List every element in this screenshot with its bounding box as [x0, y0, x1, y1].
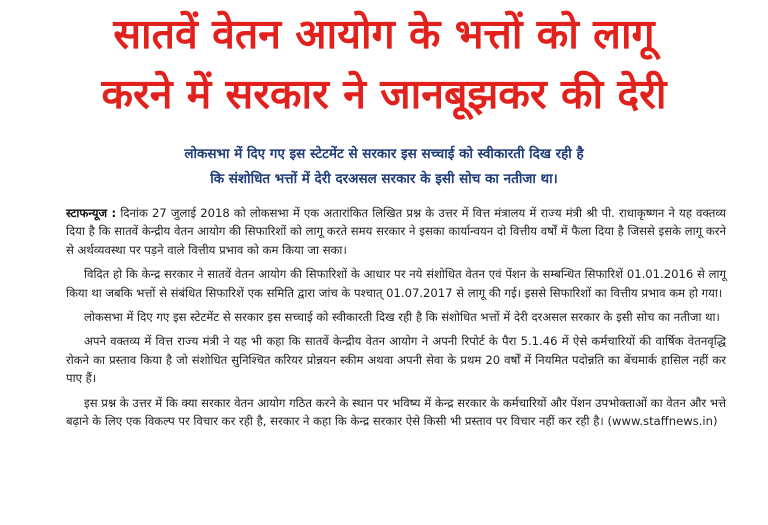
article-paragraph-4: अपने वक्तव्य में वित्त राज्य मंत्री ने यह भी कहा कि सातवें केन्द्रीय वेतन आयोग ने अपनी रिपोर्ट के पैरा 5.1.46 में ऐसे कर्मचारियों की वार्षिक वेतनवृद्धि रोकने का प्रस्ताव किया है जो संशोधित सुनिश्चित करियर प्रोन्नयन स्कीम अथवा अपनी सेवा के प्रथम 20 वर्षों में नियमित पदोन्नति का बेंचमार्क हासिल नहीं कर पाए हैं।	[66, 334, 726, 386]
dateline: स्टाफन्यूज :	[66, 206, 117, 220]
subheadline-line-2: कि संशोधित भत्तों में देरी दरअसल सरकार के इसी सोच का नतीजा था।	[210, 171, 558, 187]
headline-line-1: सातवें वेतन आयोग के भत्तों को लागू	[113, 10, 655, 58]
subheadline	[20, 142, 748, 192]
headline-line-2: करने में सरकार ने जानबूझकर की देरी	[101, 70, 667, 118]
paragraph-1-text: दिनांक 27 जुलाई 2018 को लोकसभा में एक अतारांकित लिखित प्रश्न के उत्तर में वित्त मंत्रालय में राज्य मंत्री श्री पी. राधाकृष्णन ने यह वक्तव्य दिया है कि सातवें केन्द्रीय वेतन आयोग की सिफारिशों को लागू करते समय सरकार ने इसका कार्यान्वयन दो वित्तीय वर्षों में फैला दिया है जिससे इसके लागू करने से अर्थव्यवस्था पर पड़ने वाले वित्तीय प्रभाव को कम किया जा सका।	[66, 206, 727, 257]
article-paragraph-1	[66, 204, 726, 259]
subheadline-line-1: लोकसभा में दिए गए इस स्टेटमेंट से सरकार इस सच्चाई को स्वीकारती दिख रही है	[184, 146, 584, 162]
article-paragraph-2: विदित हो कि केन्द्र सरकार ने सातवें वेतन आयोग की सिफारिशों के आधार पर नये संशोधित वेतन एवं पेंशन के सम्बन्धित सिफारिशें 01.01.2016 से लागू किया था जबकि भत्तों से संबंधित सिफारिशें एक समिति द्वारा जांच के पश्चात् 01.07.2017 से लागू की गई। इससे सिफारिशों का वित्तीय प्रभाव कम हो गया।	[66, 267, 726, 300]
article-paragraph-5: इस प्रश्न के उत्तर में कि क्या सरकार वेतन आयोग गठित करने के स्थान पर भविष्य में केन्द्र सरकार के कर्मचारियों और पेंशन उपभोक्ताओं का वेतन और भत्ते बढ़ाने के लिए एक विकल्प पर विचार कर रही है, सरकार ने कहा कि केन्द्र सरकार ऐसे किसी भी प्रस्ताव पर विचार नहीं कर रही है। (www.staffnews.in)	[66, 395, 726, 429]
article-body	[66, 204, 726, 436]
article-paragraph-3: लोकसभा में दिए गए इस स्टेटमेंट से सरकार इस सच्चाई को स्वीकारती दिख रही है कि संशोधित भत्तों में देरी दरअसल सरकार के इसी सोच का नतीजा था।	[84, 310, 720, 325]
headline	[0, 0, 768, 124]
